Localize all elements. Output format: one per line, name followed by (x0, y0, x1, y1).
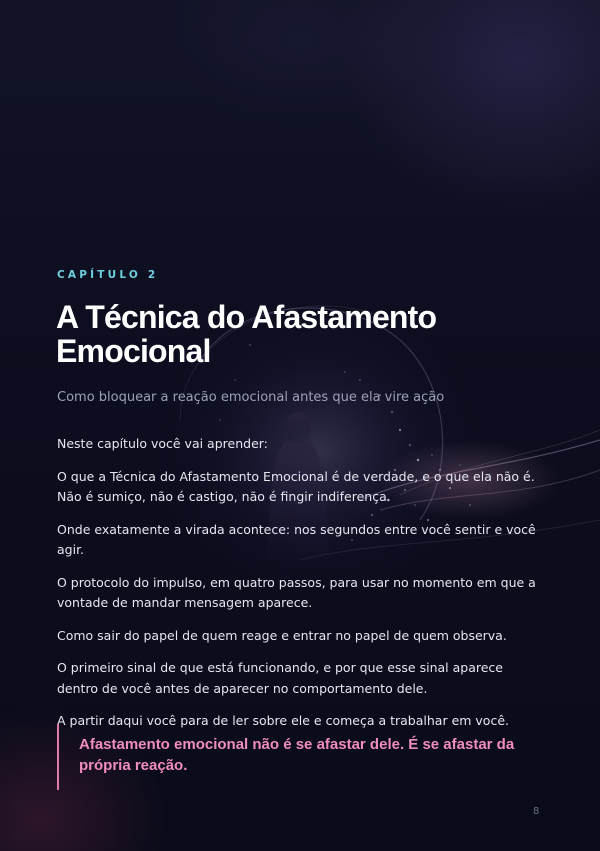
chapter-subtitle: Como bloquear a reação emocional antes que ela vire ação (57, 390, 445, 405)
body-paragraph: Onde exatamente a virada acontece: nos segundos entre você sentir e você agir. (57, 521, 536, 557)
chapter-label: CAPÍTULO 2 (57, 269, 159, 281)
chapter-title: A Técnica do Afastamento Emocional (56, 299, 437, 369)
pull-quote (57, 724, 527, 790)
body-intro: Neste capítulo você vai aprender: (57, 436, 268, 451)
pull-quote-text: Afastamento emocional não é se afastar dele. É se afastar da própria reação. (79, 736, 515, 774)
body-paragraph: O primeiro sinal de que está funcionando, e por que esse sinal aparece dentro de você antes de aparecer no comportamento dele. (57, 660, 503, 696)
body-paragraph: Como sair do papel de quem reage e entrar no papel de quem observa. (57, 627, 507, 643)
body-paragraph: A partir daqui você para de ler sobre ele e começa a trabalhar em você. (57, 713, 509, 728)
body-paragraph: O que a Técnica do Afastamento Emocional é de verdade, e o que ela não é. Não é sumiço, não é castigo, não é fingir indiferença. (57, 468, 535, 504)
page-number: 8 (533, 806, 540, 817)
body-paragraph: O protocolo do impulso, em quatro passos, para usar no momento em que a vontade de mandar mensagem aparece. (57, 574, 536, 610)
chapter-body (57, 434, 547, 744)
